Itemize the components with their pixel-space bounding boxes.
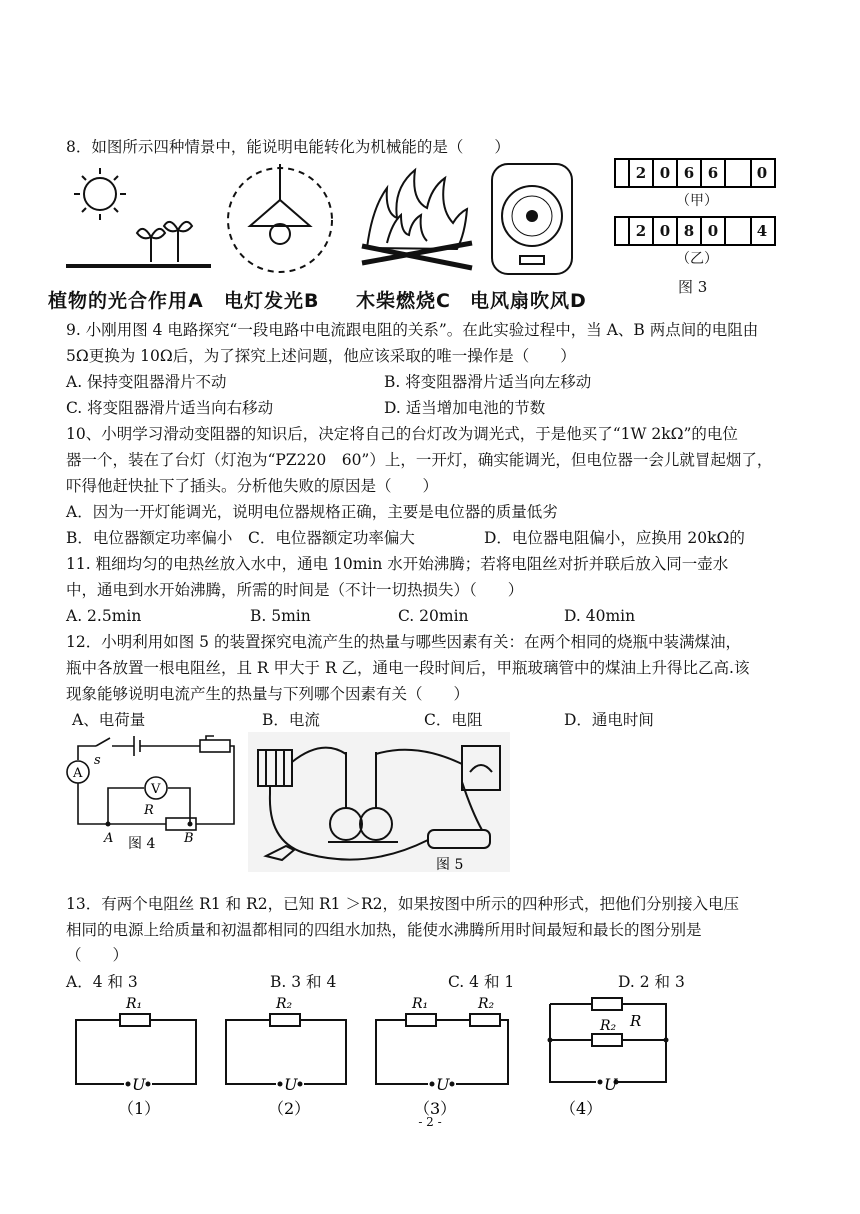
q13-line3: （ ） — [66, 946, 129, 964]
meter-decimal-digit: 0 — [750, 160, 772, 186]
circuit-1-number: （1） — [118, 1099, 161, 1118]
q10-option-d: D．电位器电阻偏小，应换用 20kΩ的 — [484, 529, 745, 547]
q12-option-b: B．电流 — [262, 711, 320, 729]
sun-plants-illustration — [66, 162, 216, 280]
circuit-4-number: （4） — [560, 1099, 603, 1118]
page-number: - 2 - — [418, 1115, 442, 1129]
circuit-2-r-label: R₂ — [276, 996, 293, 1012]
meter-decimal-digit: 4 — [750, 218, 772, 244]
meter-digit: 2 — [630, 160, 654, 186]
q10-option-a: A．因为一开灯能调光，说明电位器规格正确，主要是电位器的质量低劣 — [66, 503, 558, 521]
meter-digit: 0 — [654, 160, 678, 186]
q13-line2: 相同的电源上给质量和初温都相同的四组水加热，能使水沸腾所用时间最短和最长的图分别是 — [66, 921, 702, 939]
meter-yi-label: （乙） — [676, 251, 718, 267]
q8-label-c: 木柴燃烧C — [356, 290, 451, 312]
q13-circuit-2 — [222, 994, 352, 1116]
q13-line1: 13．有两个电阻丝 R1 和 R2，已知 R1 ＞R2，如果按图中所示的四种形式，把他们分别接入电压 — [66, 895, 739, 913]
q9-option-b: B. 将变阻器滑片适当向左移动 — [384, 373, 592, 391]
q10-line3: 吓得他赶快扯下了插头。分析他失败的原因是（ ） — [66, 477, 439, 495]
q12-option-d: D．通电时间 — [564, 711, 654, 729]
q12-option-a: A、电荷量 — [72, 711, 146, 729]
meter-digit: 0 — [702, 218, 726, 244]
fig5-apparatus-diagram — [248, 732, 510, 872]
circuit-3-r2-label: R₂ — [478, 996, 495, 1012]
q13-option-a: A．4 和 3 — [66, 973, 138, 991]
circuit-1-r-label: R₁ — [126, 996, 143, 1012]
q9-option-c: C. 将变阻器滑片适当向右移动 — [66, 399, 274, 417]
q10-option-b: B．电位器额定功率偏小 — [66, 529, 233, 547]
fig4-point-a-label: A — [104, 831, 114, 846]
fig4-switch-label: s — [94, 753, 101, 768]
q8-label-d: 电风扇吹风D — [470, 290, 587, 312]
q12-line3: 现象能够说明电流产生的热量与下列哪个因素有关（ ） — [66, 685, 470, 703]
fig5-label: 图 5 — [436, 857, 464, 873]
circuit-4-u-label: U — [604, 1075, 618, 1094]
circuit-3-u-label: U — [436, 1075, 450, 1094]
meter-jia-label: （甲） — [676, 193, 718, 209]
q11-option-c: C. 20min — [398, 607, 469, 625]
circuit-2-u-label: U — [284, 1075, 298, 1094]
q9-option-a: A. 保持变阻器滑片不动 — [66, 373, 227, 391]
q12-line1: 12．小明利用如图 5 的装置探究电流产生的热量与哪些因素有关：在两个相同的烧瓶中装满煤油， — [66, 633, 741, 651]
q10-line1: 10、小明学习滑动变阻器的知识后，决定将自己的台灯改为调光式，于是他买了“1W 2kΩ”的电位 — [66, 425, 738, 443]
fig4-resistor-label: R — [144, 803, 154, 818]
q11-option-b: B. 5min — [250, 607, 311, 625]
circuit-4-r2-label: R₂ — [600, 1018, 617, 1034]
meter-digit: 6 — [678, 160, 702, 186]
fig3-label: 图 3 — [678, 278, 708, 296]
q9-line2: 5Ω更换为 10Ω后，为了探究上述问题，他应该采取的唯一操作是（ ） — [66, 347, 576, 365]
q9-line1: 9. 小刚用图 4 电路探究“一段电路中电流跟电阻的关系”。在此实验过程中，当 A、B 两点间的电阻由 — [66, 321, 759, 339]
q12-line2: 瓶中各放置一根电阻丝，且 R 甲大于 R 乙，通电一段时间后，甲瓶玻璃管中的煤油上升得比乙高.该 — [66, 659, 750, 677]
fig4-voltmeter-label: V — [151, 782, 161, 797]
q13-circuit-1 — [72, 994, 202, 1116]
q13-option-b: B. 3 和 4 — [270, 973, 337, 991]
circuit-3-r1-label: R₁ — [412, 996, 429, 1012]
q10-option-c: C．电位器额定功率偏大 — [248, 529, 415, 547]
fig4-ammeter-label: A — [73, 766, 83, 781]
meter-digit: 8 — [678, 218, 702, 244]
circuit-1-u-label: U — [132, 1075, 146, 1094]
q11-line2: 中，通电到水开始沸腾，所需的时间是（不计一切热损失）（ ） — [66, 581, 524, 599]
q8-label-b: 电灯发光B — [224, 290, 320, 312]
electric-fan-illustration — [488, 160, 588, 280]
circuit-2-number: （2） — [268, 1099, 311, 1118]
meter-digit: 2 — [630, 218, 654, 244]
fig4-label: 图 4 — [128, 836, 156, 852]
meter-yi — [614, 216, 776, 246]
q13-circuit-4 — [546, 994, 676, 1116]
q9-option-d: D. 适当增加电池的节数 — [384, 399, 546, 417]
q11-option-d: D. 40min — [564, 607, 636, 625]
q10-line2: 器一个，装在了台灯（灯泡为“PZ220 60”）上，一开灯，确实能调光，但电位器一会儿就冒起烟了， — [66, 451, 773, 469]
fig4-circuit-diagram — [64, 732, 244, 854]
meter-jia — [614, 158, 776, 188]
meter-digit: 6 — [702, 160, 726, 186]
fig4-point-b-label: B — [184, 831, 194, 846]
q8-label-a: 植物的光合作用A — [48, 290, 204, 312]
circuit-4-r-label: R — [630, 1012, 642, 1030]
q13-option-c: C. 4 和 1 — [448, 973, 515, 991]
q11-option-a: A. 2.5min — [66, 607, 142, 625]
q11-line1: 11. 粗细均匀的电热丝放入水中，通电 10min 水开始沸腾；若将电阻丝对折并联后放入同一壶水 — [66, 555, 729, 573]
q8-text: 8．如图所示四种情景中，能说明电能转化为机械能的是（ ） — [66, 138, 510, 156]
q13-option-d: D. 2 和 3 — [618, 973, 685, 991]
campfire-illustration — [352, 168, 482, 278]
lamp-illustration — [222, 160, 342, 282]
circuit-3-number: （3） — [414, 1099, 457, 1118]
meter-digit: 0 — [654, 218, 678, 244]
q12-option-c: C．电阻 — [424, 711, 483, 729]
q13-circuit-3 — [372, 994, 512, 1116]
